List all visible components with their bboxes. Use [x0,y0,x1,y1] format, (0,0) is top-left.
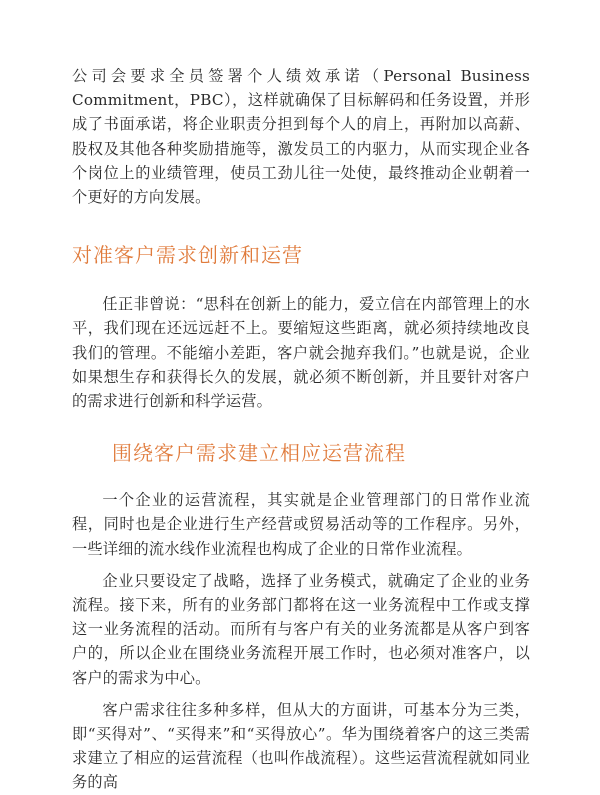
section-heading-operation-process: 围绕客户需求建立相应运营流程 [112,441,406,466]
section2-paragraph-1: 一个企业的运营流程，其实就是企业管理部门的日常作业流程，同时也是企业进行生产经营或贸易活动等的工作程序。另外，一些详细的流水线作业流程也构成了企业的日常作业流程。 [72,491,530,558]
section2-paragraph-3: 客户需求往往多种多样，但从大的方面讲，可基本分为三类，即“买得对”、“买得来”和“买得放心”。华为围绕着客户的这三类需求建立了相应的运营流程（也叫作战流程）。这些运营流程就如同业务的高 [72,700,530,792]
intro-paragraph: 公司会要求全员签署个人绩效承诺（Personal Business Commitment，PBC），这样就确保了目标解码和任务设置，并形成了书面承诺，将企业职责分担到每个人的肩上，再附加以高薪、股权及其他各种奖励措施等，激发员工的内驱力，从而实现企业各个岗位上的业绩管理，使员工劲儿往一处使，最终推动企业朝着一个更好的方向发展。 [72,67,530,207]
section1-paragraph-1: 任正非曾说：“思科在创新上的能力，爱立信在内部管理上的水平，我们现在还远远赶不上。要缩短这些距离，就必须持续地改良我们的管理。不能缩小差距，客户就会抛弃我们。”也就是说，企业如果想生存和获得长久的发展，就必须不断创新，并且要针对客户的需求进行创新和科学运营。 [72,295,530,411]
section2-paragraph-2: 企业只要设定了战略，选择了业务模式，就确定了企业的业务流程。接下来，所有的业务部门都将在这一业务流程中工作或支撑这一业务流程的活动。而所有与客户有关的业务流都是从客户到客户的，所以企业在围绕业务流程开展工作时，也必须对准客户，以客户的需求为中心。 [72,571,530,687]
document-page [72,64,530,795]
section-heading-customer-innovation: 对准客户需求创新和运营 [72,243,303,268]
